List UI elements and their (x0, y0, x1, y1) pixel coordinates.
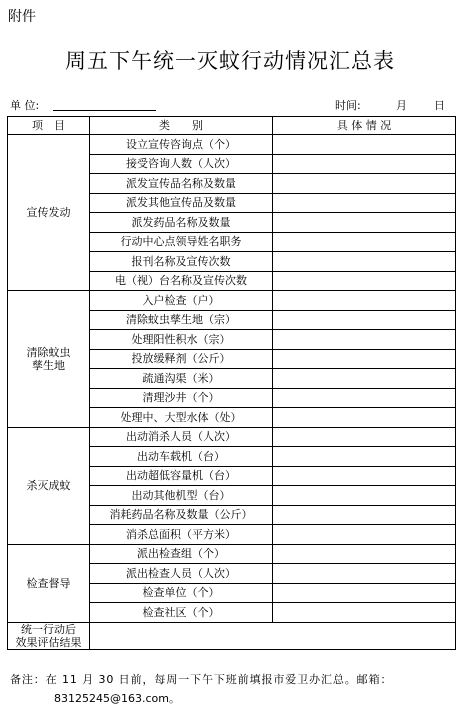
table-row (8, 291, 456, 311)
category-cell: 投放缓释剂（公斤） (90, 349, 273, 369)
details-input-cell[interactable] (273, 564, 456, 584)
details-input-cell[interactable] (273, 427, 456, 447)
footnote (10, 670, 452, 708)
category-cell: 消耗药品名称及数量（公斤） (90, 505, 273, 525)
unit-label: 单 位: (10, 99, 40, 112)
category-cell: 派出检查组（个） (90, 544, 273, 564)
column-header-details: 具 体 情 况 (273, 117, 456, 135)
category-cell: 报刊名称及宣传次数 (90, 252, 273, 272)
details-input-cell[interactable] (273, 408, 456, 428)
details-input-cell[interactable] (273, 603, 456, 623)
details-input-cell[interactable] (273, 232, 456, 252)
evaluation-label: 统一行动后 效果评估结果 (8, 622, 90, 649)
category-cell: 疏通沟渠（米） (90, 369, 273, 389)
category-cell: 出动超低容量机（台） (90, 466, 273, 486)
category-cell: 派发其他宣传品及数量 (90, 193, 273, 213)
details-input-cell[interactable] (273, 135, 456, 155)
page-title: 周五下午统一灭蚊行动情况汇总表 (65, 49, 395, 73)
details-input-cell[interactable] (273, 544, 456, 564)
category-cell: 派出检查人员（人次） (90, 564, 273, 584)
unit-fill-line (53, 110, 156, 111)
day-label: 日 (434, 99, 445, 112)
details-input-cell[interactable] (273, 291, 456, 311)
details-input-cell[interactable] (273, 193, 456, 213)
category-cell: 行动中心点领导姓名职务 (90, 232, 273, 252)
category-cell: 检查社区（个） (90, 603, 273, 623)
details-input-cell[interactable] (273, 505, 456, 525)
footnote-line-2: 83125245@163.com。 (54, 692, 180, 705)
category-cell: 消杀总面积（平方米） (90, 525, 273, 545)
footnote-line-1: 备注：在 11 月 30 日前，每周一下午下班前填报市爱卫办汇总。邮箱： (10, 673, 393, 686)
details-input-cell[interactable] (273, 486, 456, 506)
category-cell: 出动其他机型（台） (90, 486, 273, 506)
evaluation-input-cell[interactable] (90, 622, 456, 649)
category-cell: 处理中、大型水体（处） (90, 408, 273, 428)
attachment-label: 附件 (8, 9, 36, 25)
details-input-cell[interactable] (273, 369, 456, 389)
category-cell: 出动消杀人员（人次） (90, 427, 273, 447)
details-input-cell[interactable] (273, 252, 456, 272)
details-input-cell[interactable] (273, 271, 456, 291)
table-row (8, 427, 456, 447)
group-label: 杀灭成蚊 (8, 427, 90, 544)
summary-row (8, 622, 456, 649)
details-input-cell[interactable] (273, 525, 456, 545)
details-input-cell[interactable] (273, 310, 456, 330)
category-cell: 派发宣传品名称及数量 (90, 174, 273, 194)
category-cell: 派发药品名称及数量 (90, 213, 273, 233)
details-input-cell[interactable] (273, 447, 456, 467)
table-row (8, 544, 456, 564)
details-input-cell[interactable] (273, 213, 456, 233)
category-cell: 检查单位（个） (90, 583, 273, 603)
unit-time-row (8, 97, 456, 113)
group-label: 检查督导 (8, 544, 90, 622)
category-cell: 接受咨询人数（人次） (90, 154, 273, 174)
group-label: 清除蚊虫 孳生地 (8, 291, 90, 428)
details-input-cell[interactable] (273, 154, 456, 174)
category-cell: 出动车载机（台） (90, 447, 273, 467)
details-input-cell[interactable] (273, 583, 456, 603)
month-label: 月 (396, 99, 407, 112)
category-cell: 设立宣传咨询点（个） (90, 135, 273, 155)
details-input-cell[interactable] (273, 330, 456, 350)
table-body (8, 135, 456, 650)
details-input-cell[interactable] (273, 388, 456, 408)
details-input-cell[interactable] (273, 349, 456, 369)
category-cell: 入户检查（户） (90, 291, 273, 311)
category-cell: 电（视）台名称及宣传次数 (90, 271, 273, 291)
table-row (8, 135, 456, 155)
details-input-cell[interactable] (273, 174, 456, 194)
category-cell: 清除蚊虫孳生地（宗） (90, 310, 273, 330)
group-label: 宣传发动 (8, 135, 90, 291)
time-label: 时间: (335, 99, 361, 112)
table-header-row (8, 117, 456, 135)
category-cell: 处理阳性积水（宗） (90, 330, 273, 350)
summary-table (7, 116, 456, 650)
details-input-cell[interactable] (273, 466, 456, 486)
category-cell: 清理沙井（个） (90, 388, 273, 408)
column-header-item: 项 目 (8, 117, 90, 135)
column-header-category: 类 别 (90, 117, 273, 135)
